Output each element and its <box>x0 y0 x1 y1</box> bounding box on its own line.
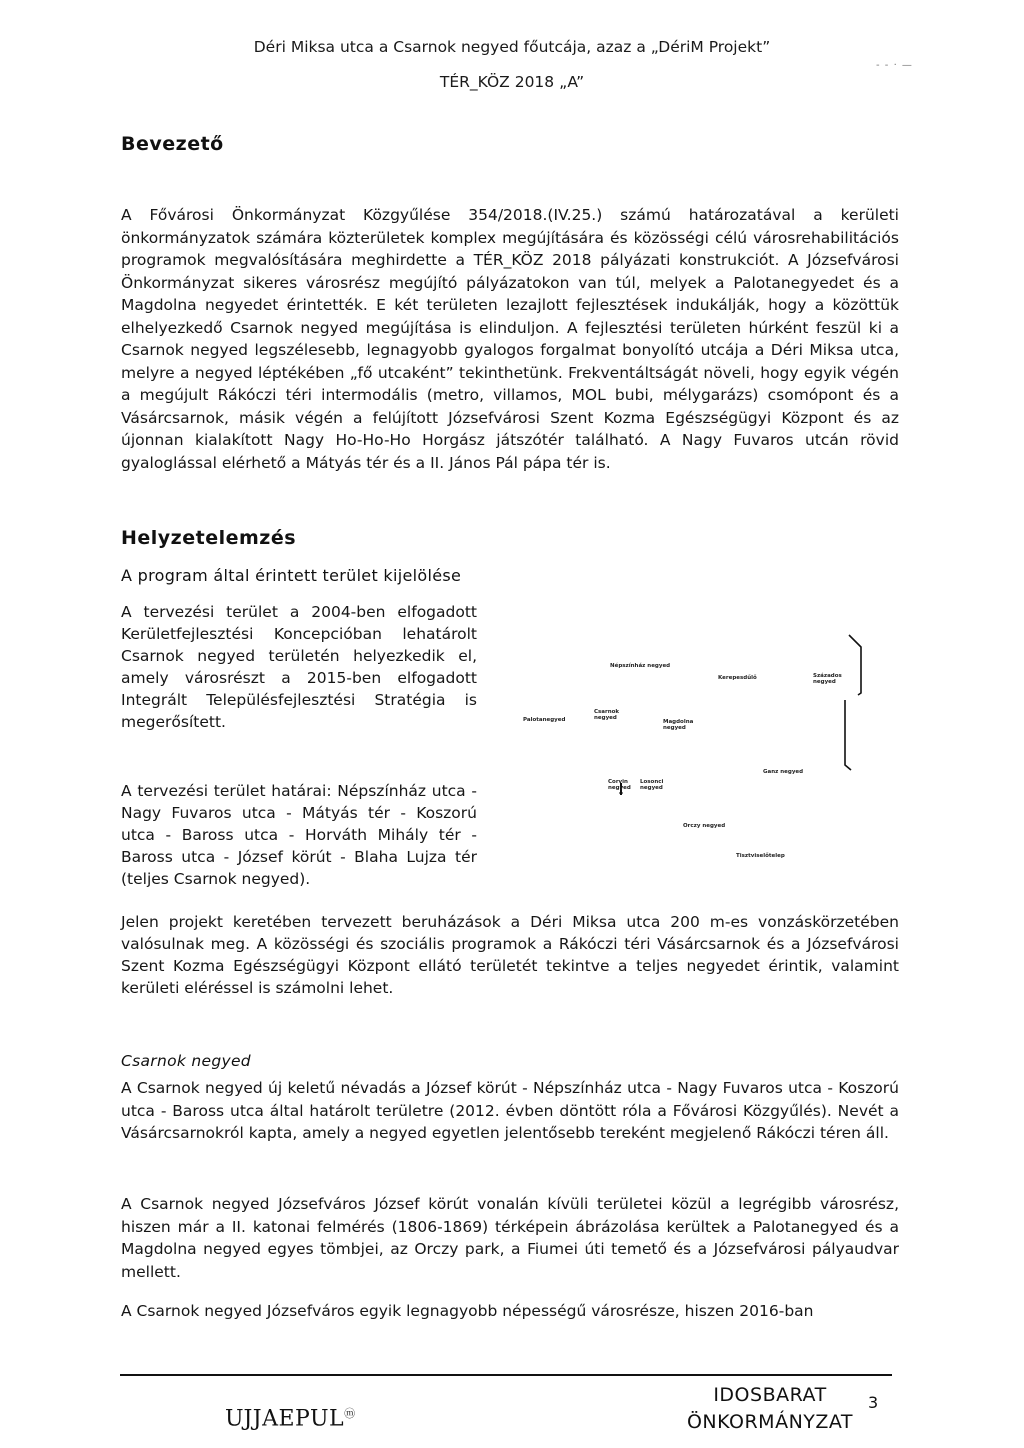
page-number: 3 <box>868 1393 879 1412</box>
corner-mark: - - · — <box>876 60 913 71</box>
map-label-corvin: Corvin negyed <box>608 779 631 791</box>
map-label-tisztviselotelep: Tisztviselőtelep <box>736 853 785 859</box>
district-map-lines <box>515 615 875 885</box>
csarnok-title: Csarnok negyed <box>121 1052 251 1070</box>
csarnok-paragraph-2: A Csarnok negyed Józsefváros József körút vonalán kívüli területei közül a legrégibb városrész, hiszen már a II. katonai felmérés (1806-1869) térképein ábrázolása kerültek a Palotanegyed és a Magdolna negyed egyes tömbjei, az Orczy park, a Fiumei úti temető és a Józsefvárosi pályaudvar mellett. <box>121 1195 899 1281</box>
footer-logo-left <box>225 1405 356 1431</box>
section-title-bevezeto: Bevezető <box>121 133 224 155</box>
footer-logo-left-text: UJJAEPUL <box>225 1406 345 1432</box>
header-title: Déri Miksa utca a Csarnok negyed főutcája, azaz a „DériM Projekt” <box>253 38 771 56</box>
footer-logo-right-line2: ÖNKORMÁNYZAT <box>686 1411 854 1433</box>
footer-logo-left-mark: ⓜ <box>344 1407 356 1420</box>
helyzet-paragraph-3: Jelen projekt keretében tervezett beruházások a Déri Miksa utca 200 m-es vonzáskörzetében valósulnak meg. A közösségi és szociális programok a Rákóczi téri Vásárcsarnok és a Józsefvárosi Szent Kozma Egészségügyi Központ ellátó területét tekintve a teljes negyedet érintik, valamint kerületi eléréssel is számolni lehet. <box>121 913 899 997</box>
map-label-palotanegyed: Palotanegyed <box>523 717 566 723</box>
footer-logo-right <box>650 1382 890 1436</box>
map-label-nepszinhaz: Népszínház negyed <box>610 663 671 669</box>
map-label-ganz: Ganz negyed <box>763 769 804 775</box>
header-subtitle: TÉR_KÖZ 2018 „A” <box>439 73 585 91</box>
map-label-szazados: Százados negyed <box>813 673 842 685</box>
footer-logo-right-line1: IDOSBARAT <box>713 1384 827 1406</box>
map-label-csarnok: Csarnok negyed <box>594 709 620 721</box>
section-subtitle: A program által érintett terület kijelölése <box>121 566 462 585</box>
map-label-orczy: Orczy negyed <box>683 823 726 829</box>
bevezeto-paragraph: A Fővárosi Önkormányzat Közgyűlése 354/2018.(IV.25.) számú határozatával a kerületi önkormányzatok számára közterületek komplex megújítására és közösségi célú városrehabilitációs programok megvalósítására meghirdette a TÉR_KÖZ 2018 pályázati konstrukciót. A Józsefvárosi Önkormányzat sikeres városrész megújító pályázatokon van túl, melyek a Palotanegyedet és a Magdolna negyedet érintették. E két területen lezajlott fejlesztések indukálják, hogy a közöttük elhelyezkedő Csarnok negyed megújítása is elinduljon. A fejlesztési területen húrként feszül ki a Csarnok negyed legszélesebb, legnagyobb gyalogos forgalmat bonyolító utcája a Déri Miksa utca, melyre a negyed léptékében „fő utcaként” tekinthetünk. Frekventáltságát növeli, hogy egyik végén a megújult Rákóczi téri intermodális (metro, villamos, MOL bubi, mélygarázs) csomópont és a Vásárcsarnok, másik végén a felújított Józsefvárosi Szent Kozma Egészségügyi Központ és az újonnan kialakított Nagy Ho-Ho-Ho Horgász játszótér található. A Nagy Fuvaros utcán rövid gyaloglással elérhető a Mátyás tér és a II. János Pál pápa tér is. <box>121 206 899 472</box>
district-map <box>515 615 875 885</box>
helyzet-paragraph-1: A tervezési terület a 2004-ben elfogadott Kerületfejlesztési Koncepcióban lehatárolt Csarnok negyed területén helyezkedik el, amely városrészt a 2015-ben elfogadott Integrált Településfejlesztési Stratégia is megerősített. <box>121 603 477 731</box>
csarnok-paragraph-3: A Csarnok negyed Józsefváros egyik legnagyobb népességű városrésze, hiszen 2016-ban <box>121 1302 814 1320</box>
helyzet-paragraph-2: A tervezési terület határai: Népszínház utca - Nagy Fuvaros utca - Mátyás tér - Koszorú utca - Baross utca - Horváth Mihály tér - Baross utca - József körút - Blaha Lujza tér (teljes Csarnok negyed). <box>121 782 477 888</box>
map-label-magdolna: Magdolna negyed <box>663 719 694 731</box>
map-label-kerepesdulo: Kerepesdűlő <box>718 675 757 681</box>
csarnok-paragraph-1: A Csarnok negyed új keletű névadás a József körút - Népszínház utca - Nagy Fuvaros utca - Koszorú utca - Baross utca által határolt területre (2012. évben döntött róla a Fővárosi Közgyűlés). Nevét a Vásárcsarnokról kapta, amely a negyed egyetlen jelentősebb tereként megjelenő Rákóczi téren áll. <box>121 1079 899 1142</box>
footer-rule <box>120 1374 892 1376</box>
section-title-helyzetelemzes: Helyzetelemzés <box>121 527 297 549</box>
map-label-losonci: Losonci negyed <box>640 779 664 791</box>
